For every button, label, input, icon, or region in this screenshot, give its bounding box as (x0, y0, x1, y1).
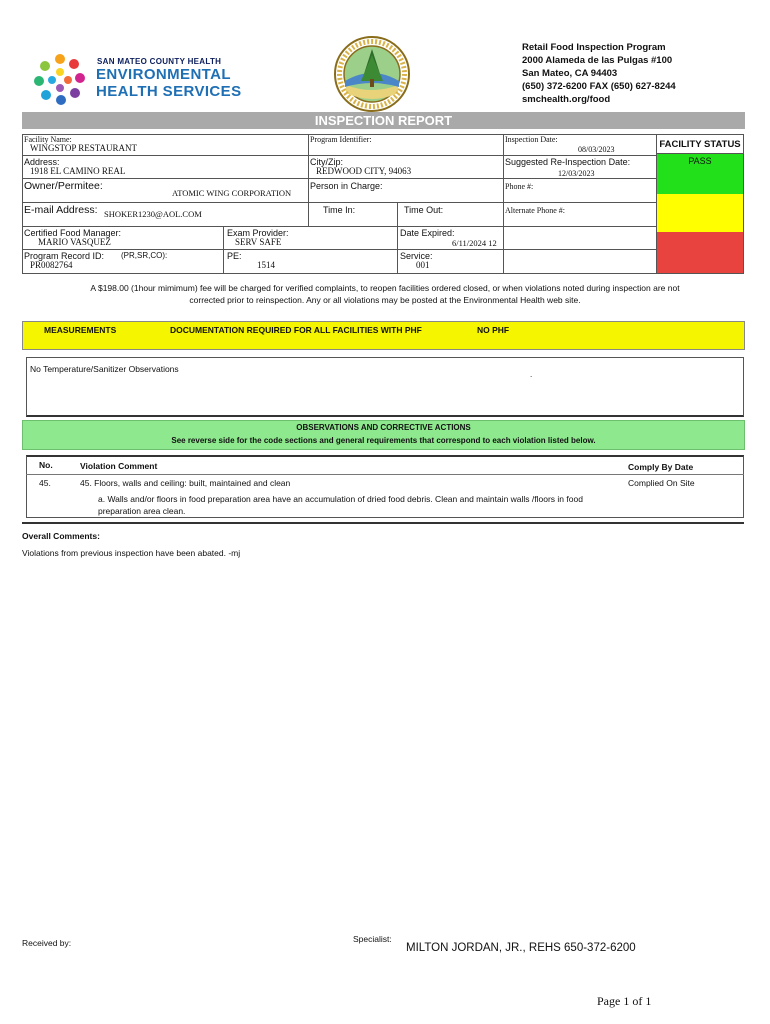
overall-comments-text: Violations from previous inspection have been abated. -mj (22, 548, 241, 558)
exam-provider-label: Exam Provider: (227, 228, 289, 238)
facility-name-label: Facility Name: (24, 135, 72, 144)
observations-dot: . (530, 370, 533, 379)
violation-row-detail-1: a. Walls and/or floors in food preparation area have an accumulation of dried food debris. Clean and maintain walls /floors in food (98, 494, 583, 504)
time-out-label: Time Out: (404, 205, 444, 215)
fee-notice (60, 282, 710, 306)
status-pass-cell (656, 154, 744, 194)
violation-row-no: 45. (39, 478, 51, 488)
status-conditional-cell (656, 194, 744, 232)
report-title: INSPECTION REPORT (22, 112, 745, 129)
ehs-logo-icon (30, 50, 90, 110)
cfm-label: Certified Food Manager: (24, 228, 122, 238)
county-seal-icon (333, 35, 411, 113)
address-label: Address: (24, 157, 60, 167)
violation-row-comply: Complied On Site (628, 478, 695, 488)
status-closed-cell (656, 232, 744, 274)
service-value: 001 (416, 260, 430, 270)
program-identifier-label: Program Identifier: (310, 135, 372, 144)
overall-divider (22, 522, 744, 524)
time-in-label: Time In: (323, 205, 356, 215)
phone-label: Phone #: (505, 182, 534, 191)
violation-col-comply: Comply By Date (628, 462, 694, 472)
specialist-name: MILTON JORDAN, JR., REHS 650-372-6200 (406, 942, 636, 954)
alt-phone-label: Alternate Phone #: (505, 206, 565, 215)
address-line-3: San Mateo, CA 94403 (522, 68, 618, 79)
pe-label: PE: (227, 251, 242, 261)
reinspection-date-value: 12/03/2023 (558, 169, 595, 178)
email-value: SHOKER1230@AOL.COM (104, 209, 202, 219)
owner-value: ATOMIC WING CORPORATION (172, 188, 292, 198)
received-by-label: Received by: (22, 938, 72, 948)
record-id-label: Program Record ID: (24, 251, 105, 261)
date-expired-label: Date Expired: (400, 228, 455, 238)
no-phf-label: NO PHF (477, 325, 510, 335)
cfm-value: MARIO VASQUEZ (38, 237, 111, 247)
agency-title-line2: HEALTH SERVICES (96, 83, 242, 100)
measurements-label: MEASUREMENTS (44, 325, 117, 335)
exam-provider-value: SERV SAFE (235, 237, 282, 247)
address-line-4: (650) 372-6200 FAX (650) 627-8244 (522, 81, 676, 92)
email-label: E-mail Address: (24, 204, 98, 216)
address-value: 1918 EL CAMINO REAL (30, 166, 126, 176)
inspection-date-label: Inspection Date: (505, 135, 558, 144)
page-number: Page 1 of 1 (597, 994, 652, 1008)
agency-title-line1: ENVIRONMENTAL (96, 66, 231, 83)
specialist-label: Specialist: (353, 934, 392, 944)
service-label: Service: (400, 251, 433, 261)
fee-notice-line-2: corrected prior to reinspection. Any or all violations may be posted at the Environmental Health web site. (189, 295, 581, 305)
date-expired-value: 6/11/2024 12 (452, 238, 497, 248)
facility-name-value: WINGSTOP RESTAURANT (30, 143, 138, 153)
documentation-label: DOCUMENTATION REQUIRED FOR ALL FACILITIES WITH PHF (170, 325, 422, 335)
pe-value: 1514 (257, 260, 275, 270)
facility-status-header: FACILITY STATUS (656, 134, 744, 154)
violation-row-detail-2: preparation area clean. (98, 506, 186, 516)
address-line-5: smchealth.org/food (522, 94, 611, 105)
violation-row-title: 45. Floors, walls and ceiling: built, maintained and clean (80, 478, 291, 488)
violation-col-comment: Violation Comment (80, 461, 158, 471)
inspection-date-value: 08/03/2023 (578, 145, 615, 154)
reinspection-label: Suggested Re-Inspection Date: (505, 157, 631, 167)
overall-comments-label: Overall Comments: (22, 531, 100, 541)
status-result: PASS (688, 156, 712, 166)
observations-bar-subtitle: See reverse side for the code sections and general requirements that correspond to each violation listed below. (171, 436, 596, 445)
agency-small-title: SAN MATEO COUNTY HEALTH (97, 57, 222, 66)
observations-text: No Temperature/Sanitizer Observations (30, 364, 179, 374)
address-line-2: 2000 Alameda de las Pulgas #100 (522, 55, 673, 66)
violation-col-no: No. (39, 460, 53, 470)
observations-bar-title: OBSERVATIONS AND CORRECTIVE ACTIONS (296, 423, 471, 432)
city-zip-label: City/Zip: (310, 157, 344, 167)
fee-notice-line-1: A $198.00 (1hour mimimum) fee will be charged for verified complaints, to reopen facilities ordered closed, or when violations noted during inspection are not (90, 283, 680, 293)
city-zip-value: REDWOOD CITY, 94063 (316, 166, 412, 176)
record-id-value: PR0082764 (30, 260, 73, 270)
record-codes-label: (PR,SR,CO): (121, 251, 168, 260)
person-in-charge-label: Person in Charge: (310, 181, 383, 191)
address-line-1: Retail Food Inspection Program (522, 42, 666, 53)
owner-label: Owner/Permitee: (24, 180, 103, 192)
